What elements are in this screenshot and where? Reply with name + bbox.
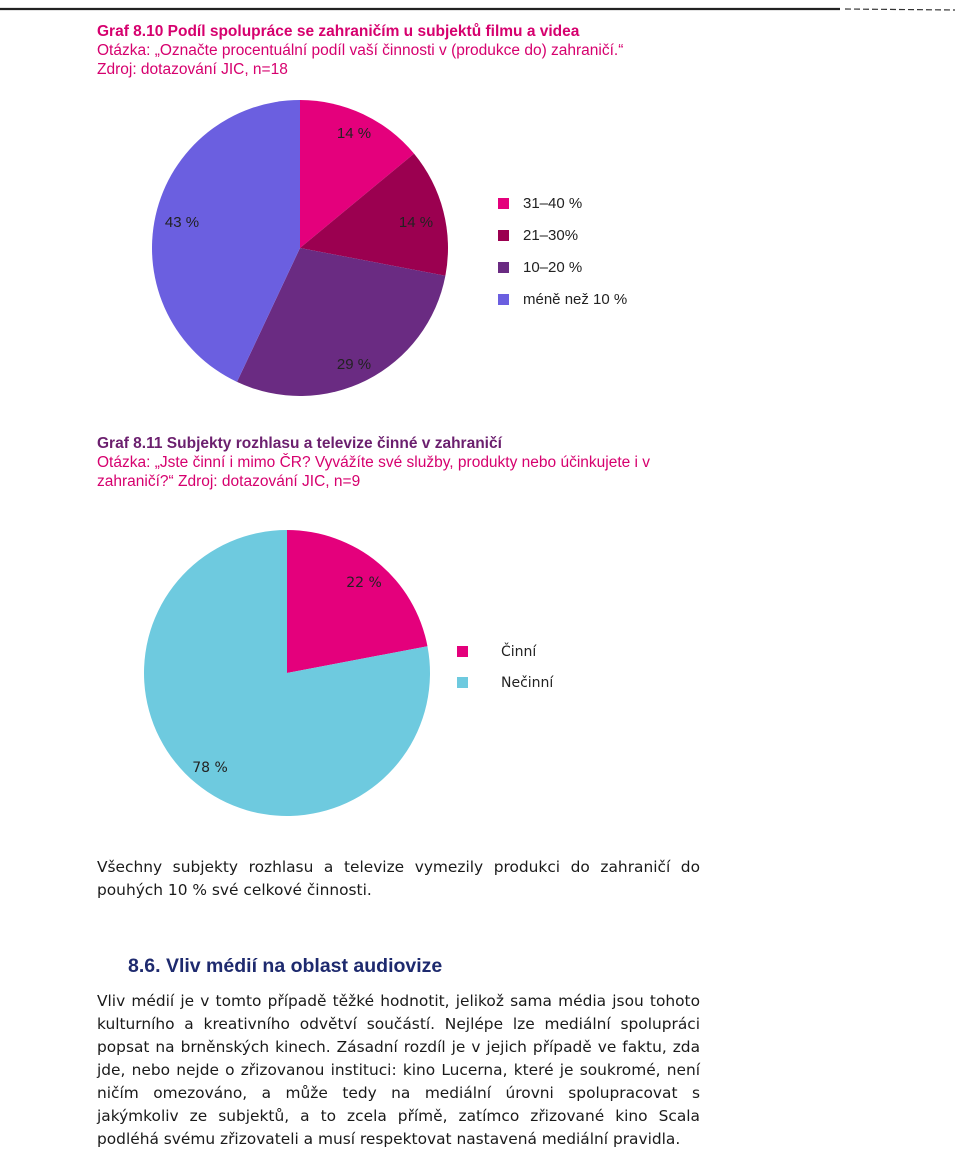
legend-label: méně než 10 %: [523, 291, 628, 308]
figure1-caption: [97, 22, 657, 79]
legend-swatch: [498, 262, 509, 273]
legend-label: 21–30%: [523, 227, 579, 244]
legend-label: 10–20 %: [523, 259, 583, 276]
section-title: Vliv médií na oblast audiovize: [165, 955, 443, 977]
top-rule: [0, 6, 960, 12]
legend-label: Činní: [501, 644, 537, 660]
legend-swatch: [498, 230, 509, 241]
legend-swatch: [498, 198, 509, 209]
legend-label: 31–40 %: [523, 195, 583, 212]
chart-legend: [457, 642, 554, 691]
pie-chart-radio-tv: [130, 525, 590, 825]
legend-swatch: [457, 646, 468, 657]
paragraph-media-influence: Vliv médií je v tomto případě těžké hodnotit, jelikož sama média jsou tohoto kulturního a kreativního odvětví součástí. Nejlépe lze mediální spolupráci popsat na brněnských kinech. Zásadní rozdíl je v jejich případě ve faktu, zda jde, nebo nejde o zřizovanou instituci: kino Lucerna, které je soukromé, není ničím omezováno, a může tedy na mediální úrovni spolupracovat s jakýmkoliv ze subjektů, a to zcela přímě, zatímco zřizované kino Scala podléhá svému zřizovateli a musí respektovat nastavená mediální pravidla.: [97, 992, 700, 1148]
pie-slice-label: 14 %: [398, 214, 434, 231]
pie-slice-label: 14 %: [336, 125, 372, 142]
paragraph-radio-tv-summary: Všechny subjekty rozhlasu a televize vymezily produkci do zahraničí do pouhých 10 % své celkové činnosti.: [97, 858, 700, 899]
chart-legend: [498, 195, 627, 308]
pie-slice-label: 29 %: [336, 356, 372, 373]
section-number: 8.6.: [128, 955, 161, 977]
figure2-caption-question: Otázka: „Jste činní i mimo ČR? Vyvážíte své služby, produkty nebo účinkujete i v zahraničí?“ Zdroj: dotazování JIC, n=9: [97, 454, 651, 490]
pie-slices: [152, 100, 448, 396]
pie-slice-label: 43 %: [164, 214, 200, 231]
section-heading: [128, 955, 442, 978]
legend-swatch: [498, 294, 509, 305]
figure1-caption-title: Graf 8.10 Podíl spolupráce se zahraničím u subjektů filmu a videa: [97, 23, 580, 40]
figure2-caption: [97, 434, 657, 491]
pie-chart-film-video: [140, 96, 660, 406]
figure1-caption-question: Otázka: „Označte procentuální podíl vaší činnosti v (produkce do) zahraničí.“ Zdroj: dotazování JIC, n=18: [97, 42, 624, 78]
pie-slice-label: 78 %: [192, 760, 228, 776]
pie-slices: [144, 530, 430, 816]
legend-label: Nečinní: [501, 675, 554, 691]
figure2-caption-title: Graf 8.11 Subjekty rozhlasu a televize činné v zahraničí: [97, 435, 502, 452]
pie-slice-label: 22 %: [346, 575, 382, 591]
legend-swatch: [457, 677, 468, 688]
